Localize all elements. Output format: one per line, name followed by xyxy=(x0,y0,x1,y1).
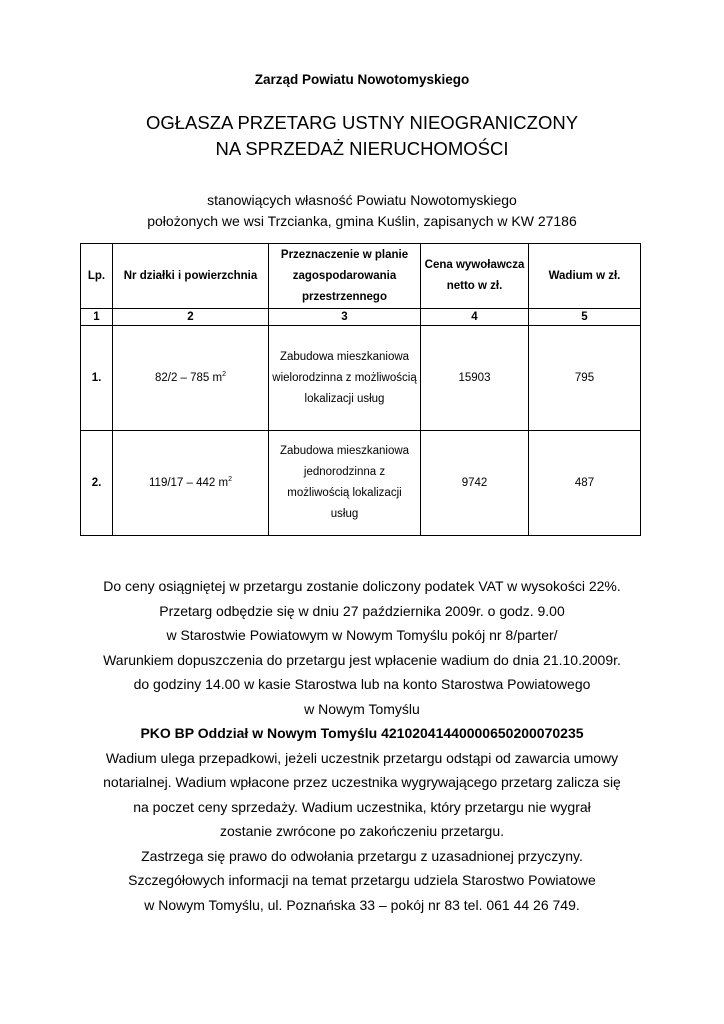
column-number: 1 xyxy=(81,309,113,326)
table-row xyxy=(81,431,641,536)
header-price: Cena wywoławcza netto w zł. xyxy=(421,244,529,309)
unit-exponent: 2 xyxy=(228,475,232,483)
column-number: 4 xyxy=(421,309,529,326)
vat-note: Do ceny osiągniętej w przetargu zostanie doliczony podatek VAT w wysokości 22%. xyxy=(103,578,621,594)
issuer-heading: Zarząd Powiatu Nowotomyskiego xyxy=(254,72,470,87)
column-number-row xyxy=(81,309,641,326)
forfeit-note-line-1: Wadium ulega przepadkowi, jeżeli uczestnik przetargu odstąpi od zawarcia umowy xyxy=(105,749,619,766)
header-purpose: Przeznaczenie w planie zagospodarowania przestrzennego xyxy=(269,244,421,309)
column-number: 5 xyxy=(529,309,641,326)
unit-exponent: 2 xyxy=(222,370,227,378)
property-description xyxy=(0,190,724,232)
row-lp: 1. xyxy=(81,326,113,431)
row-plot xyxy=(113,326,269,431)
row-plot-text: 82/2 – 785 m xyxy=(154,371,223,384)
row-deposit: 795 xyxy=(529,326,641,431)
refund-note-line-2: zostanie zwrócone po zakończeniu przetargu. xyxy=(219,823,505,839)
column-number: 3 xyxy=(269,309,421,326)
deposit-deadline: Warunkiem dopuszczenia do przetargu jest wpłacenie wadium do dnia 21.10.2009r. xyxy=(103,651,621,668)
header-lp: Lp. xyxy=(81,244,113,309)
header-deposit: Wadium w zł. xyxy=(529,244,641,309)
row-plot xyxy=(113,431,269,536)
contact-line-1: Szczegółowych informacji na temat przetargu udziela Starostwo Powiatowe xyxy=(128,872,596,888)
refund-note-line-1: na poczet ceny sprzedaży. Wadium uczestnika, który przetargu nie wygrał xyxy=(133,798,591,815)
column-number: 2 xyxy=(113,309,269,326)
row-lp: 2. xyxy=(81,431,113,536)
announcement-title-line-1: OGŁASZA PRZETARG USTNY NIEOGRANICZONY xyxy=(145,112,579,133)
row-plot-text: 119/17 – 442 m xyxy=(149,476,229,489)
tender-conditions xyxy=(0,574,724,917)
cancellation-note: Zastrzega się prawo do odwołania przetargu z uzasadnionej przyczyny. xyxy=(141,847,583,864)
property-description-line-2: położonych we wsi Trzcianka, gmina Kuślin, zapisanych w KW 27186 xyxy=(147,213,577,229)
announcement-title xyxy=(0,110,724,162)
announcement-title-line-2: NA SPRZEDAŻ NIERUCHOMOŚCI xyxy=(215,138,509,159)
contact-line-2: w Nowym Tomyślu, ul. Poznańska 33 – pokój nr 83 tel. 061 44 26 749. xyxy=(144,896,580,913)
forfeit-note-line-2: notarialnej. Wadium wpłacone przez uczestnika wygrywającego przetarg zalicza się xyxy=(103,774,621,790)
row-purpose: Zabudowa mieszkaniowa wielorodzinna z możliwością lokalizacji usług xyxy=(269,326,421,431)
payment-city: w Nowym Tomyślu xyxy=(304,700,420,717)
bank-account: PKO BP Oddział w Nowym Tomyślu 42102041440000650200070235 xyxy=(140,725,584,741)
payment-method: do godziny 14.00 w kasie Starostwa lub na konto Starostwa Powiatowego xyxy=(133,676,591,692)
row-deposit: 487 xyxy=(529,431,641,536)
row-price: 15903 xyxy=(421,326,529,431)
tender-date: Przetarg odbędzie się w dniu 27 października 2009r. o godz. 9.00 xyxy=(159,602,565,619)
table-header-row xyxy=(81,244,641,309)
header-plot: Nr działki i powierzchnia xyxy=(113,244,269,309)
row-price: 9742 xyxy=(421,431,529,536)
property-description-line-1: stanowiących własność Powiatu Nowotomyskiego xyxy=(207,192,517,208)
row-purpose: Zabudowa mieszkaniowa jednorodzinna z możliwością lokalizacji usług xyxy=(269,431,421,536)
plots-table xyxy=(80,243,641,536)
tender-location: w Starostwie Powiatowym w Nowym Tomyślu pokój nr 8/parter/ xyxy=(166,627,558,643)
table-row xyxy=(81,326,641,431)
